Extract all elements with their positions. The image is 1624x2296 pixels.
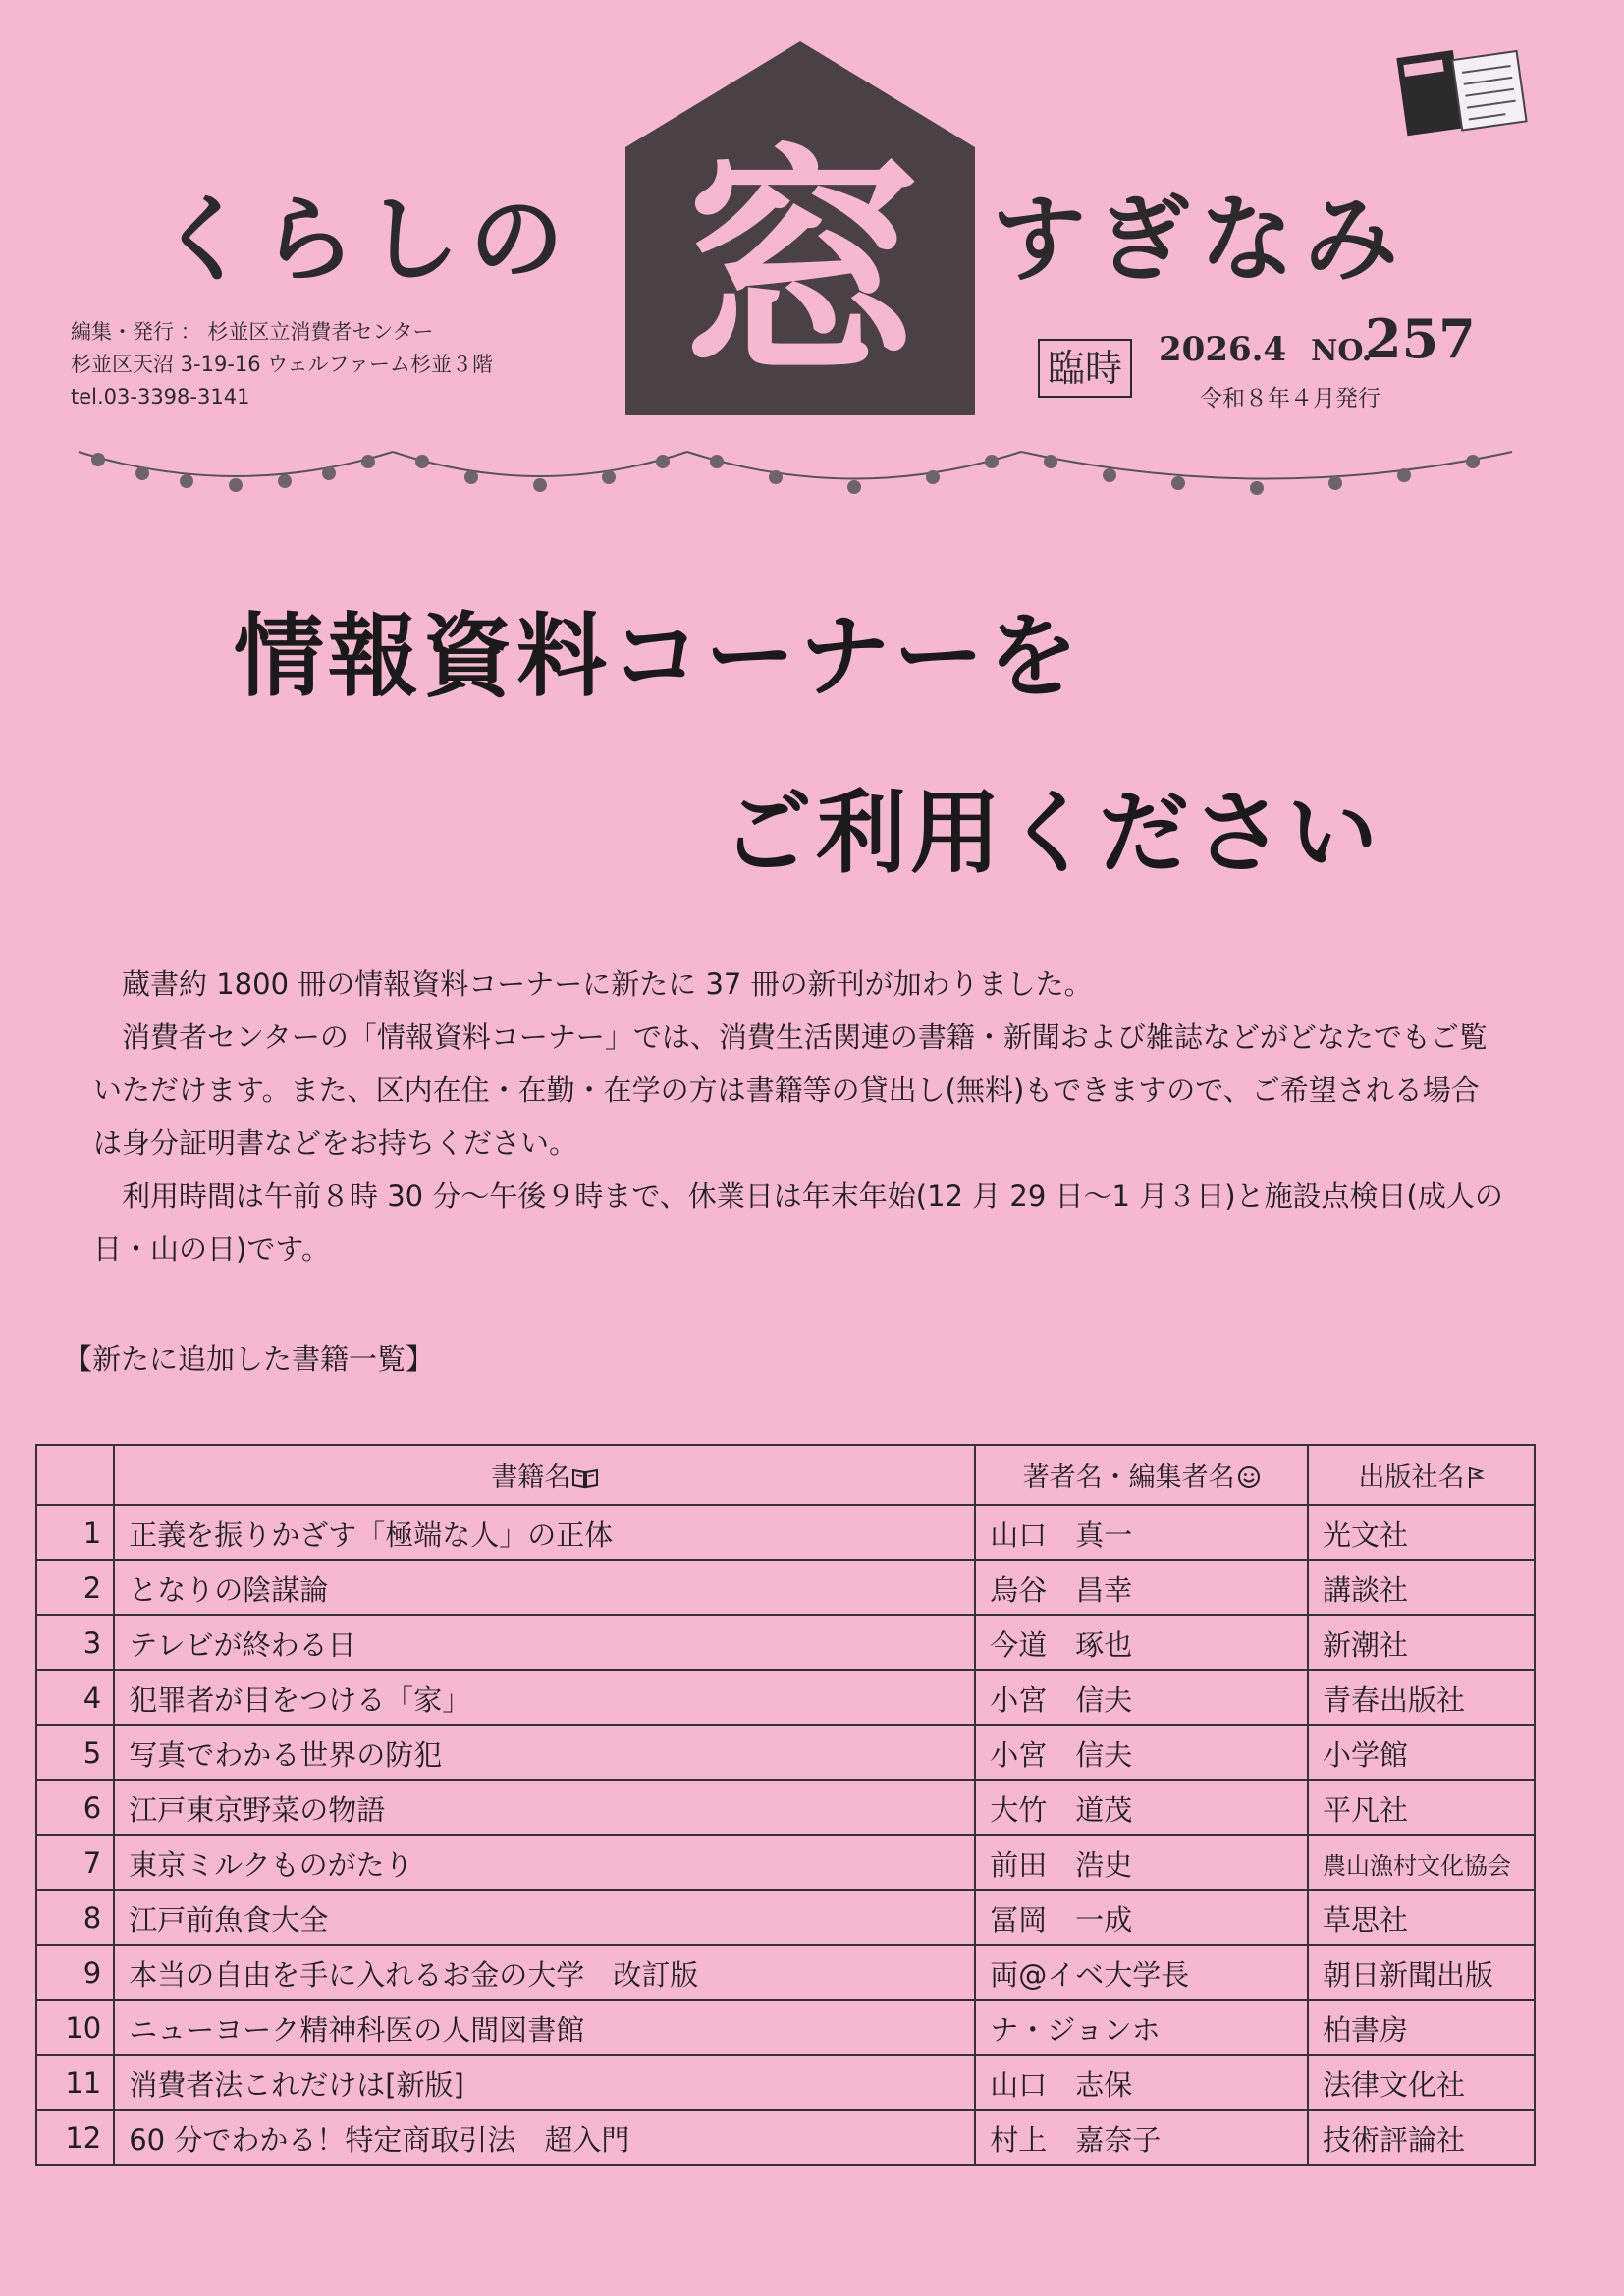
book-publisher: 青春出版社 [1308, 1670, 1535, 1725]
publisher-info [71, 316, 493, 413]
book-publisher: 平凡社 [1308, 1780, 1535, 1835]
headline-line-2: ご利用ください [722, 781, 1382, 886]
table-row [36, 2055, 1535, 2110]
header-publisher [1308, 1445, 1535, 1505]
book-publisher: 技術評論社 [1308, 2110, 1535, 2165]
table-row [36, 1505, 1535, 1560]
book-table [35, 1444, 1536, 2166]
row-number: 1 [36, 1505, 114, 1560]
issue-date: 2026.4 [1159, 330, 1287, 369]
table-row [36, 1615, 1535, 1670]
table-row [36, 1890, 1535, 1945]
book-publisher: 光文社 [1308, 1505, 1535, 1560]
row-number: 12 [36, 2110, 114, 2165]
table-row [36, 1835, 1535, 1890]
table-row [36, 1780, 1535, 1835]
book-title: 犯罪者が目をつける「家」 [114, 1670, 975, 1725]
headline-line-1: 情報資料コーナーを [234, 604, 1083, 709]
header-number [36, 1445, 114, 1505]
row-number: 9 [36, 1945, 114, 2000]
row-number: 4 [36, 1670, 114, 1725]
table-row [36, 1670, 1535, 1725]
row-number: 6 [36, 1780, 114, 1835]
book-title: 正義を振りかざす「極端な人」の正体 [114, 1505, 975, 1560]
table-row [36, 1725, 1535, 1780]
table-row [36, 1560, 1535, 1615]
table-body [36, 1505, 1535, 2165]
table-header-row [36, 1445, 1535, 1505]
book-title: テレビが終わる日 [114, 1615, 975, 1670]
book-author: 前田 浩史 [975, 1835, 1308, 1890]
book-author: 冨岡 一成 [975, 1890, 1308, 1945]
book-title: 江戸東京野菜の物語 [114, 1780, 975, 1835]
book-title: 消費者法これだけは[新版] [114, 2055, 975, 2110]
book-publisher: 新潮社 [1308, 1615, 1535, 1670]
body-paragraph-3: 利用時間は午前８時 30 分～午後９時まで、休業日は年末年始(12 月 29 日～1 月３日)と施設点検日(成人の日・山の日)です。 [93, 1179, 1503, 1266]
book-publisher: 講談社 [1308, 1560, 1535, 1615]
book-title: ニューヨーク精神科医の人間図書館 [114, 2000, 975, 2055]
book-author: 小宮 信夫 [975, 1725, 1308, 1780]
garland-decoration [69, 432, 1522, 520]
open-book-icon [572, 1465, 598, 1496]
body-paragraph-1: 蔵書約 1800 冊の情報資料コーナーに新たに 37 冊の新刊が加わりました。 [122, 967, 1093, 1001]
book-title: 江戸前魚食大全 [114, 1890, 975, 1945]
list-heading: 【新たに追加した書籍一覧】 [64, 1342, 435, 1376]
book-author: 山口 真一 [975, 1505, 1308, 1560]
row-number: 5 [36, 1725, 114, 1780]
masthead [0, 0, 1624, 422]
row-number: 7 [36, 1835, 114, 1890]
book-title: 東京ミルクものがたり [114, 1835, 975, 1890]
book-stack-icon [1394, 39, 1532, 147]
title-mado: 窓 [677, 124, 923, 410]
issue-number-label: NO. [1311, 334, 1373, 368]
book-author: 村上 嘉奈子 [975, 2110, 1308, 2165]
book-title: 60 分でわかる！特定商取引法 超入門 [114, 2110, 975, 2165]
book-author: 両@イベ大学長 [975, 1945, 1308, 2000]
book-publisher: 朝日新聞出版 [1308, 1945, 1535, 2000]
row-number: 8 [36, 1890, 114, 1945]
publisher-name: 編集・発行 ： 杉並区立消費者センター [71, 320, 434, 344]
issue-number: 257 [1365, 307, 1476, 370]
publisher-address: 杉並区天沼 3-19-16 ウェルファーム杉並３階 [71, 353, 494, 376]
book-publisher: 小学館 [1308, 1725, 1535, 1780]
book-author: 山口 志保 [975, 2055, 1308, 2110]
row-number: 11 [36, 2055, 114, 2110]
window-logo [623, 39, 977, 417]
book-author: 小宮 信夫 [975, 1670, 1308, 1725]
table-row [36, 2000, 1535, 2055]
row-number: 3 [36, 1615, 114, 1670]
row-number: 10 [36, 2000, 114, 2055]
body-text [93, 957, 1507, 1276]
book-author: 大竹 道茂 [975, 1780, 1308, 1835]
header-title [114, 1445, 975, 1505]
book-title: 写真でわかる世界の防犯 [114, 1725, 975, 1780]
body-paragraph-2: 消費者センターの「情報資料コーナー」では、消費生活関連の書籍・新聞および雑誌などがどなたでもご覧いただけます。また、区内在住・在勤・在学の方は書籍等の貸出し(無料)もできますので、ご希望される場合は身分証明書などをお持ちください。 [93, 1020, 1488, 1160]
book-title: となりの陰謀論 [114, 1560, 975, 1615]
table-row [36, 2110, 1535, 2165]
smiley-icon [1237, 1465, 1261, 1496]
flag-icon [1467, 1465, 1485, 1496]
row-number: 2 [36, 1560, 114, 1615]
header-publisher-label: 出版社名 [1358, 1461, 1465, 1493]
book-publisher: 草思社 [1308, 1890, 1535, 1945]
table-row [36, 1945, 1535, 2000]
book-publisher: 法律文化社 [1308, 2055, 1535, 2110]
title-kurashino: くらしの [157, 185, 573, 295]
book-author: ナ・ジョンホ [975, 2000, 1308, 2055]
issue-badge: 臨時 [1038, 339, 1132, 398]
issue-era-date: 令和８年４月発行 [1200, 386, 1380, 411]
title-suginami: すぎなみ [992, 185, 1408, 295]
book-author: 今道 琢也 [975, 1615, 1308, 1670]
book-author: 烏谷 昌幸 [975, 1560, 1308, 1615]
book-publisher: 柏書房 [1308, 2000, 1535, 2055]
book-title: 本当の自由を手に入れるお金の大学 改訂版 [114, 1945, 975, 2000]
header-title-label: 書籍名 [491, 1461, 571, 1493]
publisher-phone: tel.03-3398-3141 [71, 385, 250, 409]
header-author [975, 1445, 1308, 1505]
header-author-label: 著者名・編集者名 [1022, 1461, 1235, 1493]
book-publisher: 農山漁村文化協会 [1308, 1835, 1535, 1890]
